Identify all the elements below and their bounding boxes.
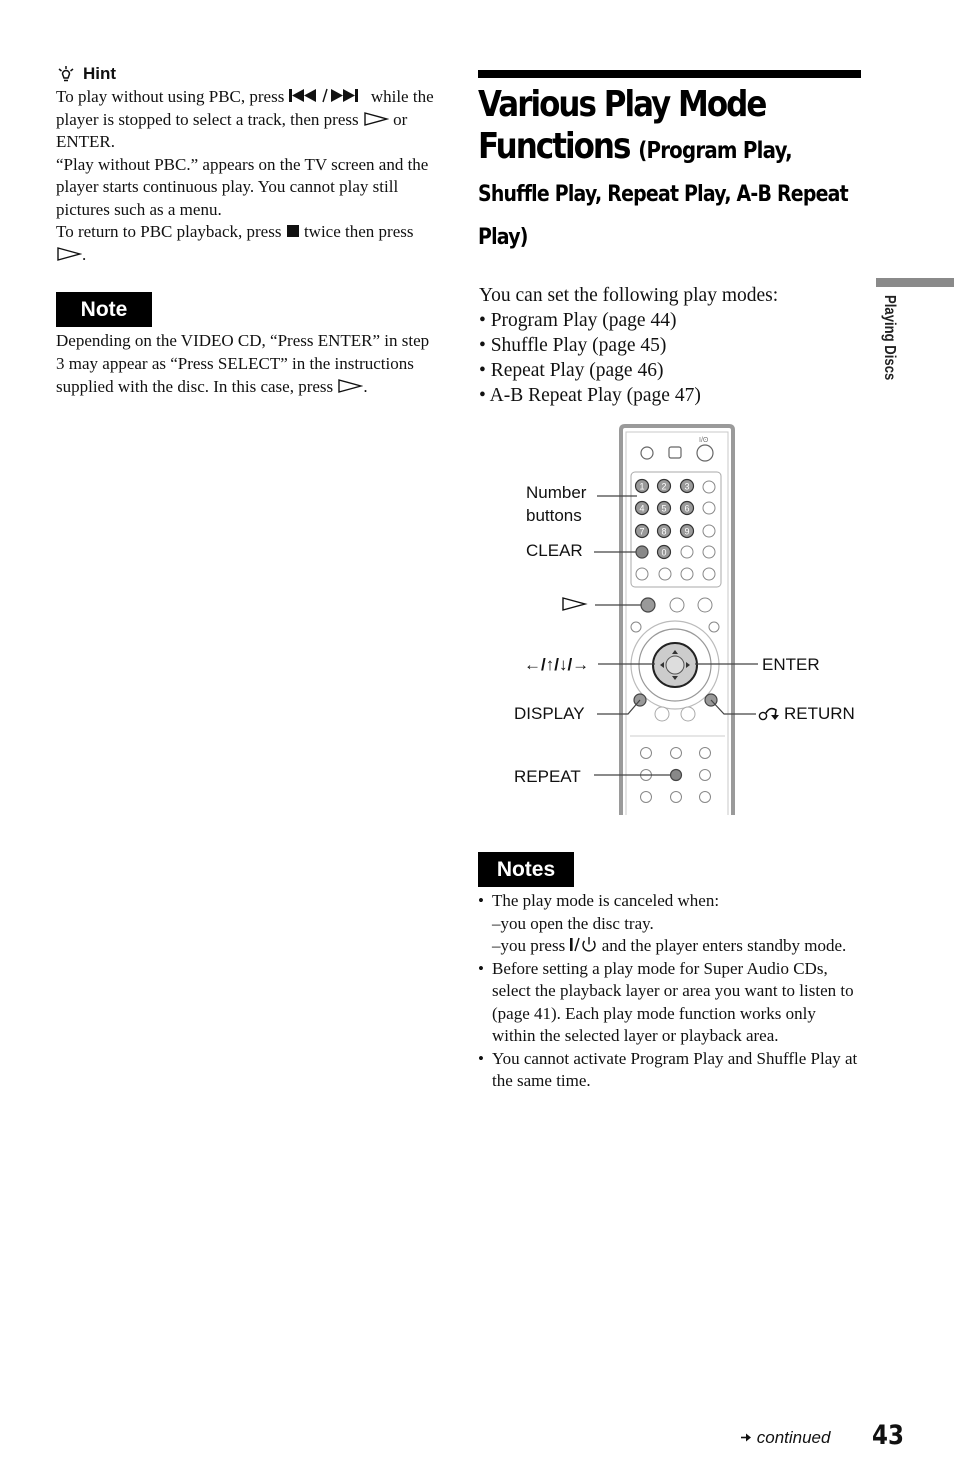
label-arrows: ←/↑/↓/→ xyxy=(524,655,590,674)
number-button-label: 9 xyxy=(684,526,690,537)
label-display: DISPLAY xyxy=(514,704,585,723)
remote-control-illustration xyxy=(500,420,870,815)
lightbulb-icon xyxy=(57,65,75,83)
side-tab-bar xyxy=(876,278,954,287)
notes-bullet: • xyxy=(478,1048,484,1068)
notes-sub-part: –you press xyxy=(492,936,570,955)
hint-title: Hint xyxy=(83,64,117,83)
remote-button[interactable] xyxy=(671,748,682,759)
label-repeat: REPEAT xyxy=(514,767,581,786)
notes-bullet: • xyxy=(478,891,484,910)
pause-button[interactable] xyxy=(670,598,684,612)
section-title xyxy=(478,84,868,259)
list-item: • Program Play (page 44) xyxy=(479,310,677,331)
label-number-1: Number xyxy=(526,483,587,502)
note-text-part: . xyxy=(363,377,368,396)
notes-list xyxy=(478,890,863,1093)
clear-button[interactable] xyxy=(636,546,648,558)
continued-indicator xyxy=(740,1428,830,1448)
intro xyxy=(479,283,859,408)
list-item: • Repeat Play (page 46) xyxy=(479,360,664,381)
page-number: 43 xyxy=(872,1420,904,1451)
number-button-label: 7 xyxy=(639,526,645,537)
number-button-label: 1 xyxy=(639,481,645,492)
remote-button[interactable] xyxy=(641,792,652,803)
hint-p1-part: or ENTER. xyxy=(56,109,408,151)
remote-button[interactable] xyxy=(641,748,652,759)
number-button-label: 0 xyxy=(661,547,667,558)
hint-p3-part: To return to PBC playback, press xyxy=(56,222,286,241)
notes-item-text: You cannot activate Program Play and Shuffle Play at the same time. xyxy=(492,1048,858,1090)
number-button-label: 3 xyxy=(684,481,690,492)
hint-paragraph-3 xyxy=(56,221,440,266)
remote-button[interactable] xyxy=(671,792,682,803)
label-enter: ENTER xyxy=(762,655,820,674)
return-icon xyxy=(759,709,779,720)
label-number-2: buttons xyxy=(526,506,582,525)
arrow-right-icon xyxy=(740,1432,752,1443)
remote-button[interactable] xyxy=(681,707,695,721)
number-button-label: 8 xyxy=(661,526,667,537)
notes-label: Notes xyxy=(478,852,574,887)
intro-lead: You can set the following play modes: xyxy=(479,285,779,306)
menu-button[interactable] xyxy=(631,622,641,632)
list-item: • Shuffle Play (page 45) xyxy=(479,335,667,356)
number-button-label: 6 xyxy=(684,503,690,514)
panel-button[interactable] xyxy=(703,525,715,537)
list-item: • A-B Repeat Play (page 47) xyxy=(479,385,701,406)
note-label: Note xyxy=(56,292,152,327)
next-button[interactable] xyxy=(703,568,715,580)
remote-button[interactable] xyxy=(700,792,711,803)
notes-item-text: Before setting a play mode for Super Audio CDs, select the playback layer or area you want to listen to (page 41). Each play mode function works only within the selected layer or playback area. xyxy=(492,958,854,1045)
play-button[interactable] xyxy=(641,598,655,612)
power-button[interactable] xyxy=(697,445,713,461)
hint-p3-part: twice then press xyxy=(299,222,414,241)
title-subtitle-1: (Program Play, xyxy=(638,138,792,164)
notes-item xyxy=(478,958,863,1048)
title-subtitle-2: Shuffle Play, Repeat Play, A-B Repeat xyxy=(478,182,848,207)
remote-button[interactable] xyxy=(700,770,711,781)
prev-next-icon xyxy=(289,88,367,103)
open-button[interactable] xyxy=(669,447,681,458)
notes-item xyxy=(478,890,863,958)
play-icon xyxy=(563,598,585,610)
title-functions: Functions xyxy=(478,126,630,167)
play-mode-list xyxy=(479,308,859,408)
notes-sub-item xyxy=(492,935,846,958)
number-button-label: 4 xyxy=(639,503,645,514)
notes-bullet: • xyxy=(478,958,484,978)
notes-sub-part: and the player enters standby mode. xyxy=(597,936,847,955)
title-rule xyxy=(478,70,861,78)
power-standby-icon xyxy=(569,936,597,953)
notes-item-body xyxy=(492,890,846,958)
note-text-part: Depending on the VIDEO CD, “Press ENTER” in step 3 may appear as “Press SELECT” in the instructions supplied with the disc. In this case, press xyxy=(56,331,430,396)
power-mark: I/ʘ xyxy=(699,437,709,444)
label-return: RETURN xyxy=(784,704,855,723)
volume-down-button[interactable] xyxy=(703,502,715,514)
hint-paragraph-1 xyxy=(56,86,440,154)
title-line-1: Various Play Mode xyxy=(478,84,766,125)
side-tab-text: Playing Discs xyxy=(881,295,898,381)
panel-button[interactable] xyxy=(681,546,693,558)
advance-button[interactable] xyxy=(681,568,693,580)
continued-text: continued xyxy=(756,1428,831,1447)
prev-button[interactable] xyxy=(636,568,648,580)
stop-button[interactable] xyxy=(698,598,712,612)
number-button-label: 5 xyxy=(661,503,667,514)
panel-button[interactable] xyxy=(703,546,715,558)
remote-button[interactable] xyxy=(655,707,669,721)
number-button-label: 2 xyxy=(661,481,667,492)
notes-sub-item: –you open the disc tray. xyxy=(492,913,654,933)
stop-icon xyxy=(286,224,300,238)
eject-button[interactable] xyxy=(641,447,653,459)
hint-paragraph-2: “Play without PBC.” appears on the TV screen and the player starts continuous play. You cannot play still pictures such as a menu. xyxy=(56,154,429,219)
hint-p1-part: while the player is stopped to select a track, then press xyxy=(56,87,434,129)
label-clear: CLEAR xyxy=(526,541,583,560)
volume-up-button[interactable] xyxy=(703,481,715,493)
repeat-button[interactable] xyxy=(671,770,682,781)
play-icon xyxy=(337,379,363,393)
remote-button[interactable] xyxy=(700,748,711,759)
hint-text xyxy=(56,86,440,266)
hint-heading xyxy=(57,64,116,84)
play-icon xyxy=(363,112,389,126)
menu-button[interactable] xyxy=(709,622,719,632)
notes-item xyxy=(478,1048,863,1093)
title-line-2 xyxy=(478,126,813,173)
hint-p3-part: . xyxy=(82,244,87,264)
note-text xyxy=(56,329,440,398)
side-tab-label xyxy=(877,295,901,407)
hint-p1-part: To play without using PBC, press xyxy=(56,87,289,106)
replay-button[interactable] xyxy=(659,568,671,580)
title-subtitle-3: Play) xyxy=(478,225,528,250)
notes-item-text: The play mode is canceled when: xyxy=(492,891,720,910)
play-icon xyxy=(56,247,82,261)
